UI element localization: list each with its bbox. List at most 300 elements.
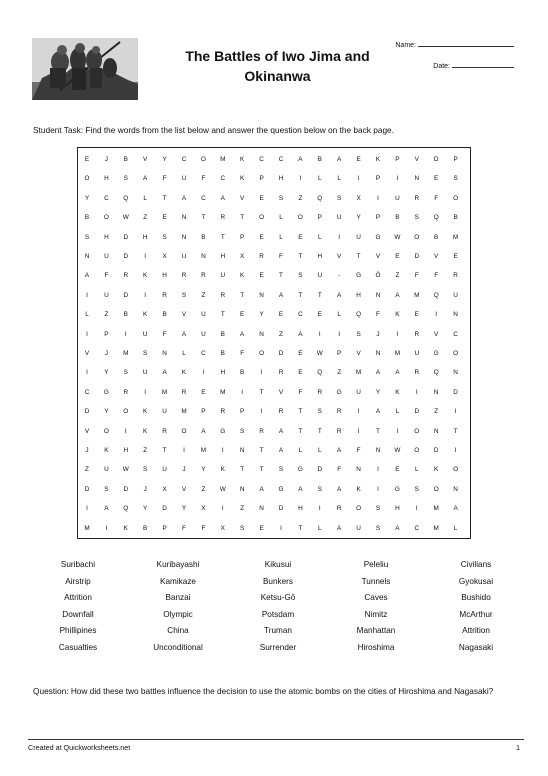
word-list-item: Kuribayashi [156, 560, 200, 569]
grid-letter: H [220, 253, 226, 260]
grid-letter: B [143, 524, 148, 532]
grid-letter: V [434, 330, 439, 338]
grid-letter: C [414, 524, 420, 532]
grid-letter: U [453, 291, 458, 299]
grid-letter: I [338, 330, 341, 338]
word-list-item: Olympic [163, 609, 193, 619]
grid-letter: S [298, 272, 303, 280]
grid-letter: P [453, 156, 458, 163]
grid-letter: T [162, 447, 167, 454]
grid-letter: P [240, 233, 245, 241]
word-list-item: Potsdam [261, 609, 295, 619]
grid-letter: Z [143, 447, 148, 454]
word-list-item: China [167, 626, 189, 636]
grid-letter: U [142, 369, 148, 377]
word-list-item: Gyokusai [458, 576, 494, 586]
grid-letter: L [318, 175, 322, 183]
grid-letter: Y [375, 388, 381, 396]
grid-letter: A [337, 291, 342, 299]
grid-letter: S [181, 291, 187, 299]
grid-letter: R [336, 505, 342, 513]
grid-letter: I [260, 408, 263, 416]
grid-letter: C [278, 156, 284, 163]
word-list-item: Banzai [165, 593, 191, 603]
grid-letter: I [357, 427, 360, 435]
word-list-item: Surrender [259, 643, 297, 652]
grid-letter: A [337, 156, 342, 163]
grid-letter: N [259, 505, 264, 513]
grid-letter: A [181, 330, 187, 338]
grid-letter: A [375, 408, 381, 416]
grid-letter: I [299, 175, 302, 183]
grid-letter: R [336, 408, 342, 416]
grid-letter: W [122, 466, 129, 474]
grid-letter: S [278, 194, 284, 202]
grid-letter: K [104, 447, 109, 454]
grid-letter: A [201, 427, 206, 435]
grid-letter: I [396, 330, 399, 338]
grid-letter: Z [143, 214, 148, 222]
grid-letter: N [453, 311, 458, 319]
grid-letter: J [376, 330, 380, 338]
grid-letter: S [375, 524, 381, 532]
grid-letter: T [240, 214, 245, 222]
grid-letter: C [84, 388, 90, 396]
grid-letter: E [259, 194, 264, 202]
grid-letter: Q [433, 214, 439, 222]
grid-letter: C [220, 175, 226, 183]
grid-letter: E [259, 233, 264, 241]
grid-letter: F [298, 388, 303, 396]
grid-letter: D [123, 485, 129, 493]
grid-letter: A [181, 194, 187, 202]
grid-letter: X [356, 194, 361, 202]
grid-letter: E [298, 233, 303, 241]
grid-letter: F [162, 175, 167, 183]
grid-letter: Y [104, 408, 109, 416]
grid-letter: A [220, 194, 225, 202]
grid-letter: O [200, 156, 206, 163]
grid-letter: V [356, 350, 361, 357]
grid-letter: P [104, 330, 109, 338]
grid-letter: B [84, 214, 90, 222]
grid-letter: C [298, 311, 303, 319]
grid-letter: O [259, 350, 265, 357]
grid-letter: I [86, 291, 88, 299]
word-search-grid [77, 147, 471, 539]
grid-letter: T [298, 253, 303, 260]
grid-letter: U [336, 214, 342, 222]
grid-letter: B [162, 311, 167, 319]
grid-letter: Q [433, 291, 439, 299]
date-field[interactable] [433, 60, 514, 70]
grid-letter: H [317, 253, 323, 260]
grid-letter: U [356, 524, 361, 532]
grid-letter: H [298, 505, 303, 513]
word-list-item: Caves [364, 593, 388, 603]
grid-letter: Ö [375, 272, 381, 280]
word-list-item: Unconditional [153, 643, 203, 652]
grid-letter: O [414, 447, 420, 454]
grid-letter: D [278, 350, 284, 357]
grid-letter: O [414, 233, 420, 241]
grid-letter: F [376, 311, 380, 319]
word-list-item: Kikusui [264, 560, 292, 569]
grid-letter: R [453, 272, 458, 280]
grid-letter: G [278, 485, 284, 493]
grid-letter: Z [434, 408, 439, 416]
grid-letter: L [415, 466, 419, 474]
grid-letter: U [162, 408, 167, 416]
grid-letter: M [200, 447, 207, 454]
grid-letter: F [337, 466, 342, 474]
word-list-item: McArthur [459, 609, 493, 619]
grid-letter: T [356, 253, 361, 260]
word-list-item: Nimitz [364, 609, 388, 619]
grid-letter: O [259, 214, 265, 222]
grid-letter: G [356, 272, 362, 280]
grid-letter: K [240, 175, 245, 183]
grid-letter: D [414, 408, 420, 416]
grid-letter: Y [201, 466, 206, 474]
grid-letter: P [375, 214, 381, 222]
grid-letter: U [356, 233, 361, 241]
grid-letter: H [395, 505, 400, 513]
grid-letter: A [278, 447, 284, 454]
grid-letter: D [317, 466, 323, 474]
grid-letter: Z [104, 311, 109, 319]
grid-letter: H [142, 233, 148, 241]
word-list-item: Bunkers [262, 576, 294, 586]
grid-letter: Q [123, 505, 129, 513]
grid-letter: S [143, 350, 148, 357]
grid-letter: W [394, 447, 401, 454]
grid-letter: A [337, 447, 342, 454]
grid-letter: T [298, 408, 303, 416]
name-field[interactable] [395, 39, 514, 49]
word-list-item: Civilians [460, 560, 492, 569]
grid-letter: M [394, 350, 401, 357]
title-line-2: Okinanwa [244, 68, 311, 84]
grid-letter: I [415, 505, 418, 513]
grid-letter: F [201, 524, 206, 532]
grid-letter: Y [84, 194, 90, 202]
grid-letter: E [395, 466, 400, 474]
grid-letter: N [433, 388, 439, 396]
grid-letter: S [356, 330, 361, 338]
grid-letter: Y [143, 505, 148, 513]
grid-letter: K [434, 466, 439, 474]
grid-letter: L [279, 233, 283, 241]
grid-letter: L [85, 311, 89, 319]
grid-letter: S [317, 408, 322, 416]
grid-letter: D [278, 505, 284, 513]
grid-letter: F [182, 524, 186, 532]
grid-letter: L [182, 350, 186, 357]
grid-letter: B [317, 156, 322, 163]
grid-letter: P [259, 175, 264, 183]
grid-letter: I [357, 408, 360, 416]
grid-letter: G [220, 427, 226, 435]
grid-letter: H [104, 175, 109, 183]
word-list-item: Phillipines [59, 626, 97, 636]
grid-letter: Q [356, 311, 362, 319]
grid-letter: P [375, 175, 381, 183]
grid-letter: R [259, 253, 264, 260]
word-list-item: Kamikaze [160, 576, 196, 586]
grid-letter: T [317, 291, 322, 299]
grid-letter: U [104, 466, 109, 474]
grid-letter: Y [162, 156, 167, 163]
grid-letter: C [181, 156, 187, 163]
grid-letter: F [162, 330, 167, 338]
grid-letter: J [85, 447, 89, 454]
grid-letter: T [240, 466, 245, 474]
grid-letter: I [454, 408, 457, 416]
grid-letter: H [123, 447, 129, 454]
grid-letter: V [84, 350, 90, 357]
grid-letter: G [433, 350, 439, 357]
grid-letter: S [317, 485, 322, 493]
grid-letter: E [84, 156, 90, 163]
grid-letter: T [317, 427, 322, 435]
grid-letter: B [240, 369, 245, 377]
grid-letter: F [356, 447, 361, 454]
name-label: Name: [395, 42, 416, 49]
date-line[interactable] [452, 60, 514, 68]
grid-letter: K [220, 466, 225, 474]
grid-letter: U [220, 272, 226, 280]
grid-letter: A [298, 330, 303, 338]
grid-letter: R [414, 369, 420, 377]
grid-letter: E [453, 253, 458, 260]
grid-letter: S [453, 175, 458, 183]
grid-letter: O [453, 194, 459, 202]
grid-letter: R [259, 427, 264, 435]
grid-letter: D [84, 408, 90, 416]
title-line-1: The Battles of Iwo Jima and [185, 48, 370, 64]
grid-letter: I [415, 388, 418, 396]
grid-letter: L [318, 233, 322, 241]
grid-letter: Y [104, 369, 109, 377]
grid-letter: S [240, 427, 245, 435]
grid-letter: T [240, 291, 245, 299]
grid-letter: A [84, 272, 90, 280]
grid-letter: L [337, 175, 341, 183]
grid-letter: A [240, 330, 245, 338]
grid-letter: K [143, 408, 148, 416]
grid-letter: B [220, 350, 225, 357]
grid-letter: T [220, 233, 225, 241]
grid-letter: - [338, 272, 341, 280]
grid-letter: G [394, 485, 400, 493]
grid-letter: V [181, 311, 187, 319]
grid-letter: L [279, 214, 283, 222]
grid-letter: K [181, 369, 187, 377]
grid-letter: A [395, 369, 400, 377]
grid-letter: I [221, 447, 224, 454]
grid-letter: B [453, 214, 458, 222]
grid-letter: W [394, 233, 401, 241]
grid-letter: X [201, 505, 206, 513]
grid-letter: N [259, 291, 264, 299]
grid-letter: O [433, 485, 439, 493]
grid-letter: U [104, 291, 109, 299]
grid-letter: P [337, 350, 342, 357]
grid-letter: R [123, 388, 129, 396]
grid-letter: B [395, 214, 400, 222]
grid-letter: F [240, 350, 245, 357]
grid-letter: I [377, 485, 379, 493]
grid-letter: T [298, 291, 303, 299]
grid-letter: W [122, 214, 129, 222]
grid-letter: M [161, 388, 168, 396]
grid-letter: M [355, 369, 362, 377]
grid-letter: F [279, 253, 283, 260]
grid-letter: Z [395, 272, 400, 280]
grid-letter: B [123, 311, 128, 319]
grid-letter: N [259, 330, 264, 338]
grid-letter: F [434, 272, 439, 280]
grid-letter: R [317, 388, 323, 396]
grid-letter: I [454, 447, 457, 454]
grid-letter: E [395, 253, 400, 260]
page-number: 1 [516, 743, 520, 752]
grid-letter: F [104, 272, 109, 280]
grid-letter: E [259, 524, 264, 532]
grid-letter: Q [123, 194, 129, 202]
grid-letter: E [356, 156, 361, 163]
grid-letter: E [414, 311, 419, 319]
grid-letter: C [453, 330, 458, 338]
grid-letter: I [357, 175, 360, 183]
grid-letter: G [297, 466, 303, 474]
grid-letter: D [453, 388, 458, 396]
grid-letter: R [414, 194, 420, 202]
grid-letter: M [84, 524, 90, 532]
grid-letter: H [220, 369, 226, 377]
grid-letter: H [162, 272, 167, 280]
grid-letter: D [414, 253, 420, 260]
grid-letter: I [144, 388, 147, 396]
grid-letter: C [259, 156, 264, 163]
grid-letter: U [142, 330, 148, 338]
grid-letter: C [201, 194, 206, 202]
grid-letter: A [395, 524, 400, 532]
grid-letter: O [356, 505, 362, 513]
grid-letter: D [123, 233, 129, 241]
grid-letter: R [162, 427, 167, 435]
grid-letter: E [201, 388, 206, 396]
grid-letter: M [181, 408, 187, 416]
grid-letter: I [86, 505, 88, 513]
grid-letter: N [375, 447, 381, 454]
grid-letter: O [453, 466, 459, 474]
grid-letter: A [259, 485, 264, 493]
grid-letter: M [220, 388, 226, 396]
grid-letter: I [221, 505, 224, 513]
grid-letter: Y [259, 311, 264, 319]
grid-letter: I [377, 194, 379, 202]
grid-letter: L [318, 447, 322, 454]
grid-letter: I [86, 330, 88, 338]
question: Question: How did these two battles influence the decision to use the atomic bombs on the cities of Hiroshima and Nagasaki? [33, 686, 494, 696]
grid-letter: N [239, 447, 245, 454]
grid-letter: R [336, 427, 342, 435]
grid-letter: J [143, 485, 147, 493]
grid-letter: V [143, 156, 148, 163]
grid-letter: N [414, 175, 420, 183]
grid-letter: V [181, 485, 187, 493]
word-list-item: Tunnels [361, 576, 391, 586]
grid-letter: S [162, 233, 167, 241]
grid-letter: S [143, 466, 148, 474]
grid-letter: B [201, 233, 206, 241]
grid-letter: Z [201, 485, 206, 493]
grid-letter: X [162, 253, 167, 260]
grid-letter: I [377, 466, 379, 474]
grid-letter: I [260, 369, 263, 377]
grid-letter: N [201, 253, 206, 260]
grid-letter: K [143, 427, 148, 435]
grid-letter: X [220, 524, 225, 532]
grid-letter: U [181, 175, 187, 183]
grid-letter: I [86, 369, 88, 377]
grid-letter: I [124, 330, 127, 338]
grid-letter: I [202, 369, 205, 377]
grid-letter: F [434, 194, 439, 202]
name-line[interactable] [418, 39, 514, 47]
grid-letter: I [318, 505, 321, 513]
grid-letter: L [298, 447, 303, 454]
grid-letter: D [123, 253, 129, 260]
grid-letter: S [104, 485, 109, 493]
grid-letter: I [338, 233, 341, 241]
grid-letter: I [183, 447, 185, 454]
word-list-item: Attrition [64, 593, 92, 603]
grid-letter: N [375, 350, 381, 357]
grid-letter: Y [181, 505, 187, 513]
grid-letter: Z [201, 291, 206, 299]
grid-letter: I [280, 524, 282, 532]
grid-letter: F [414, 272, 419, 280]
grid-letter: V [375, 253, 381, 260]
grid-letter: I [396, 175, 399, 183]
grid-letter: I [105, 524, 108, 532]
grid-letter: I [435, 311, 438, 319]
grid-letter: V [240, 194, 245, 202]
grid-letter: O [453, 350, 459, 357]
grid-letter: R [220, 214, 226, 222]
date-label: Date: [433, 63, 450, 70]
grid-letter: T [259, 447, 264, 454]
grid-letter: O [103, 214, 109, 222]
grid-letter: L [337, 311, 341, 319]
word-list-item: Hiroshima [357, 643, 395, 652]
grid-letter: E [298, 369, 303, 377]
grid-letter: N [453, 485, 458, 493]
grid-letter: A [453, 505, 458, 513]
grid-letter: R [220, 291, 226, 299]
grid-letter: J [182, 466, 186, 474]
grid-letter: M [433, 524, 439, 532]
grid-letter: N [239, 485, 245, 493]
word-list-item: Nagasaki [458, 643, 494, 652]
grid-letter: Z [298, 194, 303, 202]
header-photo [32, 38, 138, 100]
grid-letter: A [337, 485, 342, 493]
grid-letter: T [298, 524, 303, 532]
